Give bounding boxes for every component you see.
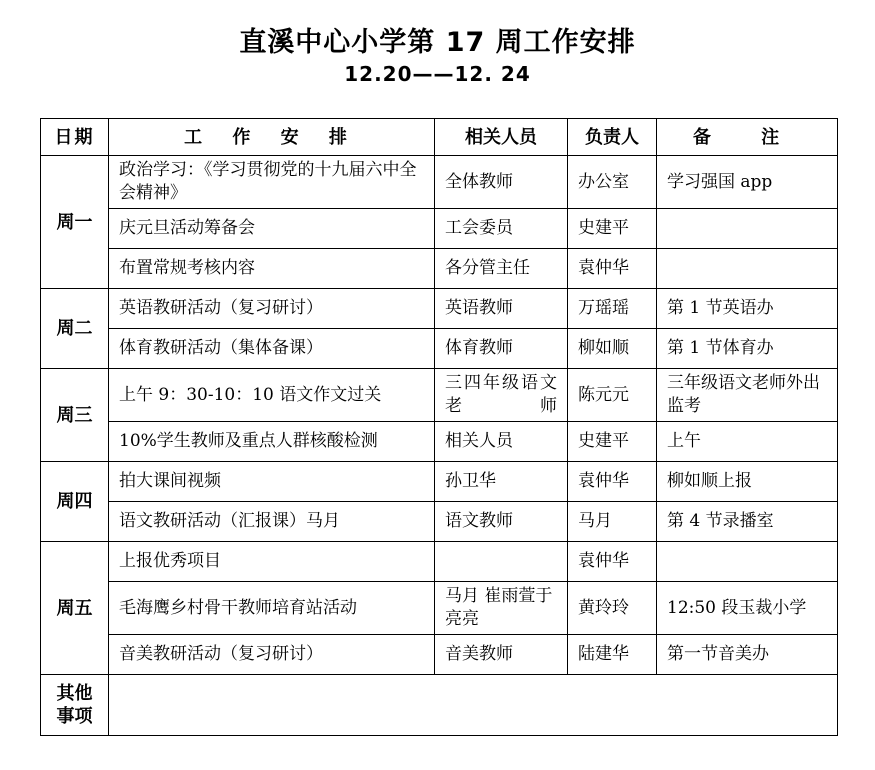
column-header-day: 日期 [41,119,109,156]
table-row [41,542,838,582]
note-cell: 学习强国 app [657,156,838,209]
owner-cell: 史建平 [568,422,657,462]
note-cell: 第 1 节英语办 [657,289,838,329]
task-cell: 拍大课间视频 [109,462,435,502]
note-cell [657,542,838,582]
task-cell: 庆元旦活动筹备会 [109,209,435,249]
other-matters-row [41,675,838,736]
people-cell: 音美教师 [435,635,568,675]
column-header-owner: 负责人 [568,119,657,156]
day-label-thursday: 周四 [41,462,109,542]
owner-cell: 陈元元 [568,369,657,422]
people-cell: 三四年级语文老师 [435,369,568,422]
note-cell: 三年级语文老师外出监考 [657,369,838,422]
table-row [41,209,838,249]
table-row [41,249,838,289]
people-cell: 工会委员 [435,209,568,249]
owner-cell: 袁仲华 [568,462,657,502]
task-cell: 上午 9：30-10：10 语文作文过关 [109,369,435,422]
owner-cell: 柳如顺 [568,329,657,369]
page-title: 直溪中心小学第 17 周工作安排 [239,27,636,58]
table-row [41,289,838,329]
people-cell [435,542,568,582]
table-row [41,369,838,422]
schedule-table [40,118,838,736]
other-matters-label: 其他事项 [41,675,109,736]
people-cell: 全体教师 [435,156,568,209]
task-cell: 语文教研活动（汇报课）马月 [109,502,435,542]
note-cell: 第 4 节录播室 [657,502,838,542]
day-label-tuesday: 周二 [41,289,109,369]
task-cell: 毛海鹰乡村骨干教师培育站活动 [109,582,435,635]
table-row [41,635,838,675]
task-cell: 政治学习：《学习贯彻党的十九届六中全会精神》 [109,156,435,209]
day-label-friday: 周五 [41,542,109,675]
header-row [41,119,838,156]
owner-cell: 办公室 [568,156,657,209]
task-cell: 布置常规考核内容 [109,249,435,289]
table-row [41,462,838,502]
people-cell: 英语教师 [435,289,568,329]
note-cell [657,209,838,249]
table-row [41,329,838,369]
owner-cell: 马月 [568,502,657,542]
owner-cell: 袁仲华 [568,542,657,582]
table-row [41,502,838,542]
task-cell: 上报优秀项目 [109,542,435,582]
note-cell [657,249,838,289]
owner-cell: 陆建华 [568,635,657,675]
column-header-note: 备 注 [657,119,838,156]
table-row [41,422,838,462]
column-header-people: 相关人员 [435,119,568,156]
note-cell: 柳如顺上报 [657,462,838,502]
task-cell: 音美教研活动（复习研讨） [109,635,435,675]
task-cell: 体育教研活动（集体备课） [109,329,435,369]
note-cell: 上午 [657,422,838,462]
day-label-wednesday: 周三 [41,369,109,462]
table-row [41,156,838,209]
column-header-task: 工 作 安 排 [109,119,435,156]
people-cell: 语文教师 [435,502,568,542]
people-cell: 孙卫华 [435,462,568,502]
date-range: 12.20——12. 24 [344,62,531,86]
owner-cell: 黄玲玲 [568,582,657,635]
owner-cell: 史建平 [568,209,657,249]
note-cell: 第 1 节体育办 [657,329,838,369]
task-cell: 10%学生教师及重点人群核酸检测 [109,422,435,462]
note-cell: 12:50 段玉裁小学 [657,582,838,635]
day-label-monday: 周一 [41,156,109,289]
note-cell: 第一节音美办 [657,635,838,675]
other-matters-content [109,675,838,736]
people-cell: 各分管主任 [435,249,568,289]
owner-cell: 万瑶瑶 [568,289,657,329]
people-cell: 体育教师 [435,329,568,369]
owner-cell: 袁仲华 [568,249,657,289]
task-cell: 英语教研活动（复习研讨） [109,289,435,329]
people-cell: 马月 崔雨萱于亮亮 [435,582,568,635]
table-row [41,582,838,635]
people-cell: 相关人员 [435,422,568,462]
